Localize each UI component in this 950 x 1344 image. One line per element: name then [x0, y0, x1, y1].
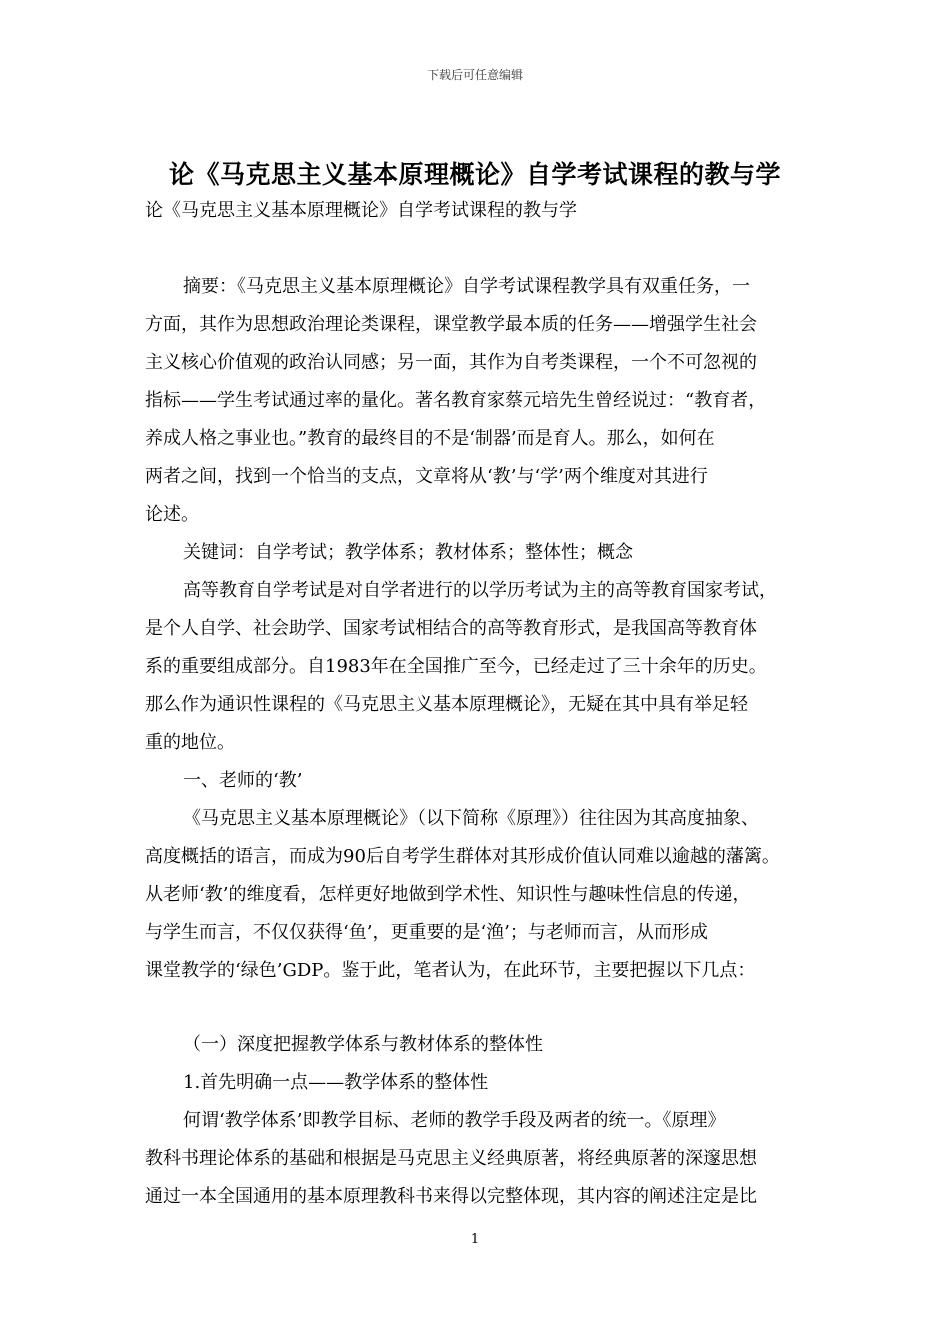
paragraph-line: 是个人自学、社会助学、国家考试相结合的高等教育形式，是我国高等教育体	[145, 618, 757, 639]
paragraph-line: 《马克思主义基本原理概论》（以下简称《原理》）往往因为其高度抽象、	[183, 808, 759, 829]
paragraph-line: 系的重要组成部分。自1983年在全国推广至今，已经走过了三十余年的历史。	[145, 656, 767, 677]
paragraph-line: 课堂教学的‘绿色’GDP。鉴于此，笔者认为，在此环节，主要把握以下几点：	[145, 960, 756, 981]
paragraph-line: 养成人格之事业也。”教育的最终目的不是‘制器’而是育人。那么，如何在	[145, 428, 715, 449]
subsection-heading: 1.首先明确一点——教学体系的整体性	[183, 1072, 489, 1093]
paragraph-line: 主义核心价值观的政治认同感；另一面，其作为自考类课程，一个不可忽视的	[145, 352, 757, 373]
subsection-heading: （一）深度把握教学体系与教材体系的整体性	[183, 1034, 543, 1055]
paragraph-line: 论述。	[145, 504, 199, 525]
paragraph-line: 通过一本全国通用的基本原理教科书来得以完整体现，其内容的阐述注定是比	[145, 1186, 757, 1207]
section-heading: 一、老师的‘教’	[183, 770, 303, 791]
document-title: 论《马克思主义基本原理概论》自学考试课程的教与学	[168, 160, 781, 189]
paragraph-line: 与学生而言，不仅仅获得‘鱼’，更重要的是‘渔’；与老师而言，从而形成	[145, 922, 708, 943]
paragraph-line: 重的地位。	[145, 732, 235, 753]
page-number: 1	[470, 1232, 480, 1247]
paragraph-line: 高度概括的语言，而成为90后自考学生群体对其形成价值认同难以逾越的藩篱。	[145, 846, 780, 867]
paragraph-line: 从老师‘教’的维度看，怎样更好地做到学术性、知识性与趣味性信息的传递，	[145, 884, 751, 905]
subtitle-line: 论《马克思主义基本原理概论》自学考试课程的教与学	[145, 200, 577, 221]
paragraph-line: 那么作为通识性课程的《马克思主义基本原理概论》，无疑在其中具有举足轻	[145, 694, 748, 715]
paragraph-line: 何谓‘教学体系’即教学目标、老师的教学手段及两者的统一。《原理》	[183, 1110, 726, 1131]
paragraph-line: 摘要：《马克思主义基本原理概论》自学考试课程教学具有双重任务，一	[183, 276, 750, 297]
paragraph-line: 教科书理论体系的基础和根据是马克思主义经典原著，将经典原著的深邃思想	[145, 1148, 757, 1169]
paragraph-line: 两者之间，找到一个恰当的支点，文章将从‘教’与‘学’两个维度对其进行	[145, 466, 708, 487]
paragraph-line: 方面，其作为思想政治理论类课程，课堂教学最本质的任务——增强学生社会	[145, 314, 757, 335]
header-note: 下载后可任意编辑	[426, 68, 523, 82]
keywords-line: 关键词：自学考试；教学体系；教材体系；整体性；概念	[183, 542, 633, 563]
paragraph-line: 高等教育自学考试是对自学者进行的以学历考试为主的高等教育国家考试，	[183, 580, 777, 601]
paragraph-line: 指标——学生考试通过率的量化。著名教育家蔡元培先生曾经说过：“教育者，	[145, 390, 767, 411]
